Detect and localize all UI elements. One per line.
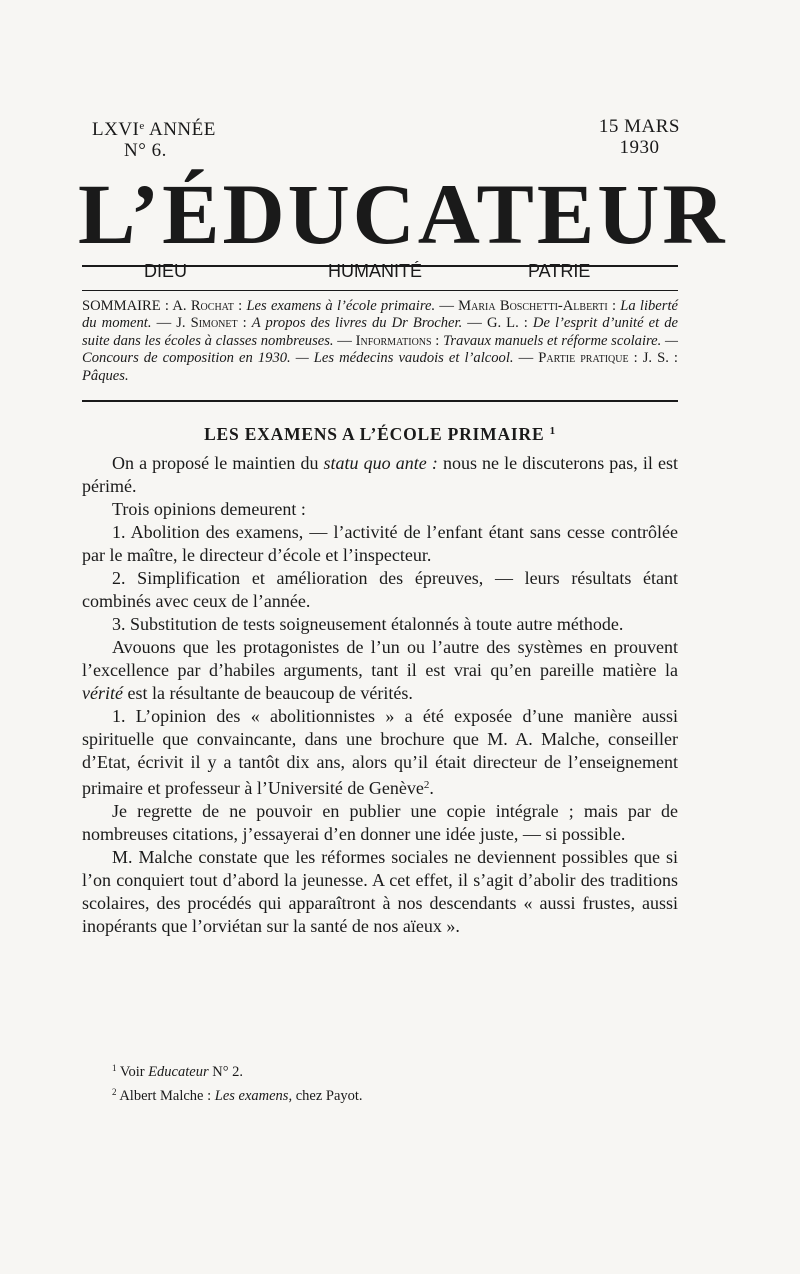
volume-sup: e bbox=[139, 120, 145, 132]
footnote-number: 2 bbox=[112, 1087, 117, 1097]
summary-sep: : bbox=[431, 332, 444, 349]
italic-text: Les examens, bbox=[214, 1088, 293, 1104]
motto-left: DIEU bbox=[144, 261, 188, 281]
motto-right: PATRIE bbox=[528, 261, 591, 281]
italic-text: vérité bbox=[82, 683, 123, 703]
paragraph: Trois opinions demeurent : bbox=[112, 499, 306, 519]
summary-section: Partie pratique bbox=[538, 350, 629, 367]
text: N° 2. bbox=[208, 1064, 244, 1080]
text: Albert Malche : bbox=[116, 1088, 215, 1104]
issue-info bbox=[92, 116, 216, 161]
summary-author: Maria Boschetti-Alberti bbox=[458, 298, 608, 314]
summary-sep: — bbox=[333, 332, 356, 349]
date-year: 1930 bbox=[619, 137, 660, 158]
volume-year bbox=[92, 116, 216, 140]
text: nous ne le discuterons pas, il est périmé. bbox=[82, 453, 678, 496]
text: On a proposé le maintien du bbox=[112, 453, 324, 473]
summary-author: Rochat bbox=[190, 298, 234, 314]
paragraph: 2. Simplification et amélioration des épreuves, — leurs résultats étant combinés avec ceux de l’année. bbox=[82, 568, 678, 611]
summary-sep: — J. bbox=[151, 315, 191, 332]
masthead-title: L’ÉDUCATEUR bbox=[78, 166, 728, 262]
text: chez Payot. bbox=[292, 1088, 363, 1104]
footnote-number: 1 bbox=[112, 1063, 117, 1073]
summary-article-title: A propos des livres du Dr Brocher. bbox=[251, 315, 463, 332]
text: Voir bbox=[116, 1064, 149, 1080]
summary-article-title: Les examens à l’école primaire. bbox=[246, 298, 436, 314]
italic-text: statu quo ante : bbox=[323, 453, 438, 473]
volume-number: LXVI bbox=[92, 119, 140, 140]
table-of-contents bbox=[82, 298, 678, 385]
paragraph: 1. Abolition des examens, — l’activité de l’enfant étant sans cesse contrôlée par le maître, le directeur d’école et l’inspecteur. bbox=[82, 522, 678, 565]
text: 1. L’opinion des « abolitionnistes » a été exposée d’une manière aussi spirituelle que convaincante, dans une brochure que M. A. Malche, conseiller d’Etat, écrivit il y a tantôt dix ans, alors qu’il était directeur de l’enseignement primaire et professeur à l’Université de Genève bbox=[82, 706, 678, 798]
paragraph: M. Malche constate que les réformes sociales ne deviennent possibles que si l’on conquiert tout d’abord la jeunesse. A cet effet, il s’agit d’abolir des traditions scolaires, des procédés qui apparaîtront à nos descendants « aussi frustes, aussi inopérants que l’orviétan sur la santé de nos aïeux ». bbox=[82, 847, 678, 936]
motto-center: HUMANITÉ bbox=[328, 261, 422, 281]
footnotes bbox=[82, 1058, 678, 1106]
paragraph: 3. Substitution de tests soigneusement étalonnés à toute autre méthode. bbox=[112, 614, 624, 634]
issue-date bbox=[599, 116, 680, 158]
date-day-month: 15 MARS bbox=[598, 116, 680, 137]
divider-bottom bbox=[82, 400, 678, 402]
summary-section: Informations bbox=[355, 332, 432, 349]
text: est la résultante de beaucoup de vérités. bbox=[122, 683, 413, 703]
issue-number: N° 6. bbox=[124, 140, 167, 161]
summary-sep: : bbox=[607, 298, 621, 314]
summary-article-title: Pâques. bbox=[82, 367, 129, 384]
paragraph: Je regrette de ne pouvoir en publier une copie intégrale ; mais par de nombreuses citations, j’essayerai d’en donner une idée juste, — si possible. bbox=[82, 801, 678, 844]
footnote bbox=[82, 1058, 678, 1082]
paragraph bbox=[82, 705, 678, 800]
summary-sep: : J. S. : bbox=[628, 350, 678, 367]
text: . bbox=[429, 778, 434, 798]
italic-text: Educateur bbox=[148, 1064, 209, 1080]
summary-sep: — G. L. : bbox=[462, 315, 533, 332]
paragraph bbox=[82, 636, 678, 705]
summary-article-title: La liberté du moment. bbox=[82, 298, 678, 332]
article-body bbox=[82, 452, 678, 938]
text: Avouons que les protagonistes de l’un ou l’autre des systèmes en prouvent l’excellence par d’habiles arguments, tant il est vrai qu’en pareille matière la bbox=[82, 637, 678, 680]
article-title bbox=[82, 424, 678, 445]
summary-author: Simonet bbox=[190, 315, 238, 332]
summary-article-title: De l’esprit d’unité et de suite dans les écoles à classes nombreuses. bbox=[82, 315, 678, 349]
article-title-text: LES EXAMENS A L’ÉCOLE PRIMAIRE bbox=[204, 424, 545, 444]
summary-sep: : bbox=[233, 298, 247, 314]
footnote bbox=[82, 1082, 678, 1106]
summary-sep: : bbox=[237, 315, 252, 332]
summary-label: SOMMAIRE : A. bbox=[82, 298, 191, 314]
summary-sep: — bbox=[513, 350, 539, 367]
summary-article-title: Travaux manuels et réforme scolaire. — Concours de composition en 1930. — Les médecins vaudois et l’alcool. bbox=[82, 332, 678, 367]
volume-label: ANNÉE bbox=[144, 119, 216, 140]
divider-motto bbox=[82, 290, 678, 291]
paragraph bbox=[82, 452, 678, 498]
footnote-ref: 1 bbox=[549, 425, 556, 437]
footnote-ref: 2 bbox=[423, 779, 430, 791]
summary-sep: — bbox=[435, 298, 459, 314]
